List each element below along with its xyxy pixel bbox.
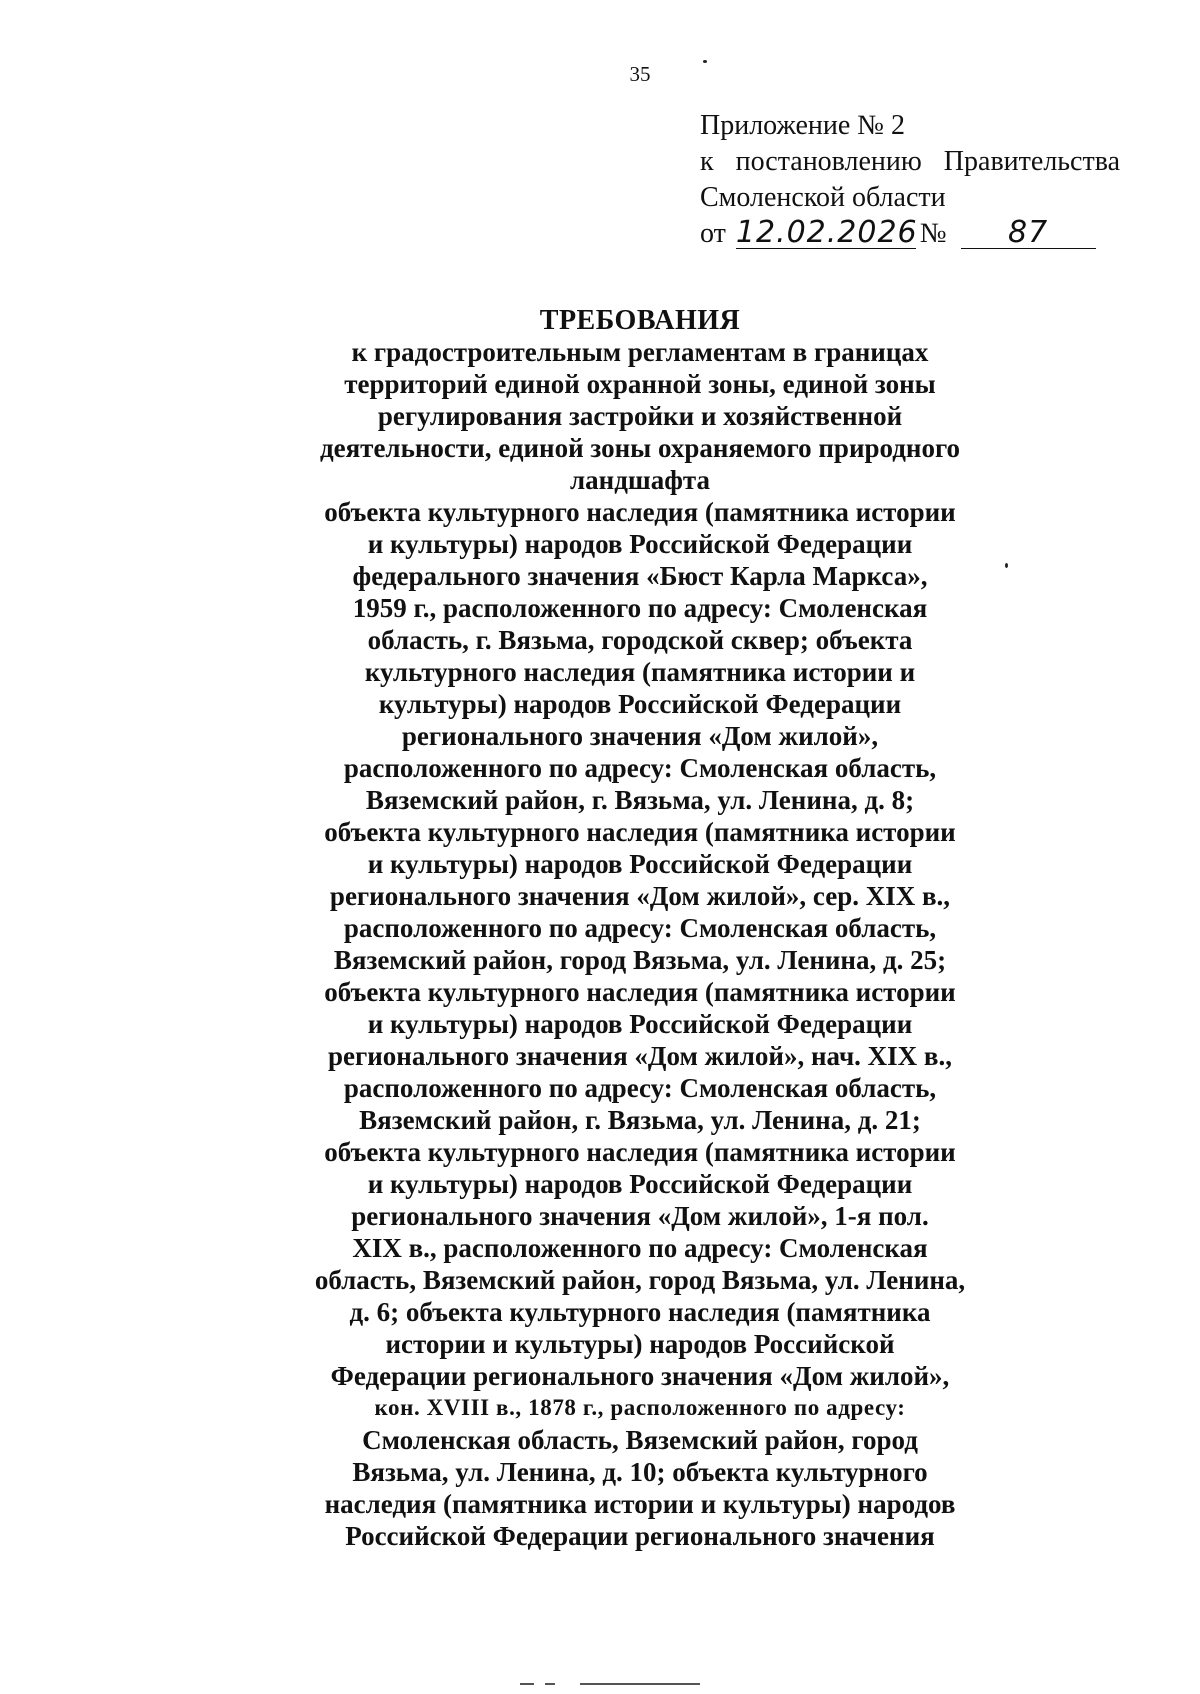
document-body-line: регионального значения «Дом жилой», 1-я пол. xyxy=(351,1201,929,1231)
document-body-line: д. 6; объекта культурного наследия (памятника xyxy=(349,1297,931,1327)
document-body xyxy=(290,336,990,1552)
scan-speck xyxy=(703,60,707,63)
document-body-line: объекта культурного наследия (памятника истории xyxy=(324,817,956,847)
document-body-line: и культуры) народов Российской Федерации xyxy=(367,1009,913,1039)
document-body-line: регионального значения «Дом жилой», нач. XIX в., xyxy=(327,1041,953,1071)
appendix-resolution-line xyxy=(700,144,1120,180)
document-body-line: Федерации регионального значения «Дом жилой», xyxy=(330,1361,950,1391)
document-body-line: Вяземский район, г. Вязьма, ул. Ленина, д. 8; xyxy=(365,785,915,815)
scan-speck xyxy=(1005,563,1008,568)
document-body-line: Российской Федерации регионального значения xyxy=(345,1521,935,1551)
appendix-block xyxy=(700,108,1120,252)
document-body-line: регионального значения «Дом жилой», сер. XIX в., xyxy=(329,881,951,911)
document-title: ТРЕБОВАНИЯ xyxy=(539,305,741,336)
scan-edge-mark xyxy=(545,1683,555,1685)
document-body-line: деятельности, единой зоны охраняемого природного xyxy=(319,433,961,463)
document-body-line: объекта культурного наследия (памятника истории xyxy=(324,1137,956,1167)
document-body-line: область, г. Вязьма, городской сквер; объекта xyxy=(367,625,913,655)
scan-edge-mark xyxy=(580,1683,700,1685)
document-body-line: истории и культуры) народов Российской xyxy=(385,1329,895,1359)
document-body-line: культуры) народов Российской Федерации xyxy=(378,689,902,719)
document-body-line: Смоленская область, Вяземский район, город xyxy=(362,1425,918,1455)
document-body-line: объекта культурного наследия (памятника истории xyxy=(324,977,956,1007)
document-body-line: XIX в., расположенного по адресу: Смоленская xyxy=(352,1233,928,1263)
document-body-line: культурного наследия (памятника истории и xyxy=(364,657,916,687)
document-body-line: расположенного по адресу: Смоленская область, xyxy=(343,1073,937,1103)
appendix-resolution-word: постановлению xyxy=(735,146,922,177)
document-body-line: территорий единой охранной зоны, единой зоны xyxy=(344,369,936,399)
document-body-line: и культуры) народов Российской Федерации xyxy=(367,1169,913,1199)
appendix-preposition: к xyxy=(700,146,714,177)
document-body-line: Вязьма, ул. Ленина, д. 10; объекта культурного xyxy=(352,1457,928,1487)
document-body-line: область, Вяземский район, город Вязьма, ул. Ленина, xyxy=(314,1265,966,1295)
document-body-line: регионального значения «Дом жилой», xyxy=(401,721,879,751)
handwritten-number: 87 xyxy=(961,218,1096,249)
document-body-line: расположенного по адресу: Смоленская область, xyxy=(343,913,937,943)
document-body-line: расположенного по адресу: Смоленская область, xyxy=(343,753,937,783)
number-sign: № xyxy=(919,218,947,249)
document-body-line: и культуры) народов Российской Федерации xyxy=(367,849,913,879)
document-body-line: Вяземский район, г. Вязьма, ул. Ленина, д. 21; xyxy=(359,1105,921,1135)
document-body-line: наследия (памятника истории и культуры) народов xyxy=(324,1489,956,1519)
document-body-line: федерального значения «Бюст Карла Маркса», xyxy=(352,561,928,591)
document-body-line: объекта культурного наследия (памятника истории xyxy=(324,497,956,527)
appendix-region: Смоленской области xyxy=(700,182,946,213)
document-body-line: регулирования застройки и хозяйственной xyxy=(377,401,903,431)
appendix-government-word: Правительства xyxy=(943,146,1120,177)
appendix-date-row xyxy=(700,216,1120,252)
scan-edge-mark xyxy=(520,1683,534,1685)
document-body-line: и культуры) народов Российской Федерации xyxy=(367,529,913,559)
document-body-line: кон. XVIII в., 1878 г., расположенного по адресу: xyxy=(374,1395,906,1420)
document-body-line: Вяземский район, город Вязьма, ул. Ленина, д. 25; xyxy=(333,945,947,975)
document-body-line: к градостроительным регламентам в границах xyxy=(351,337,929,367)
date-prefix: от xyxy=(700,218,726,249)
appendix-title: Приложение № 2 xyxy=(700,110,905,141)
document-body-line: ландшафта xyxy=(570,465,710,495)
page-number: 35 xyxy=(629,62,651,86)
handwritten-date: 12.02.2026 xyxy=(735,215,918,250)
document-body-line: 1959 г., расположенного по адресу: Смоленская xyxy=(352,593,928,623)
